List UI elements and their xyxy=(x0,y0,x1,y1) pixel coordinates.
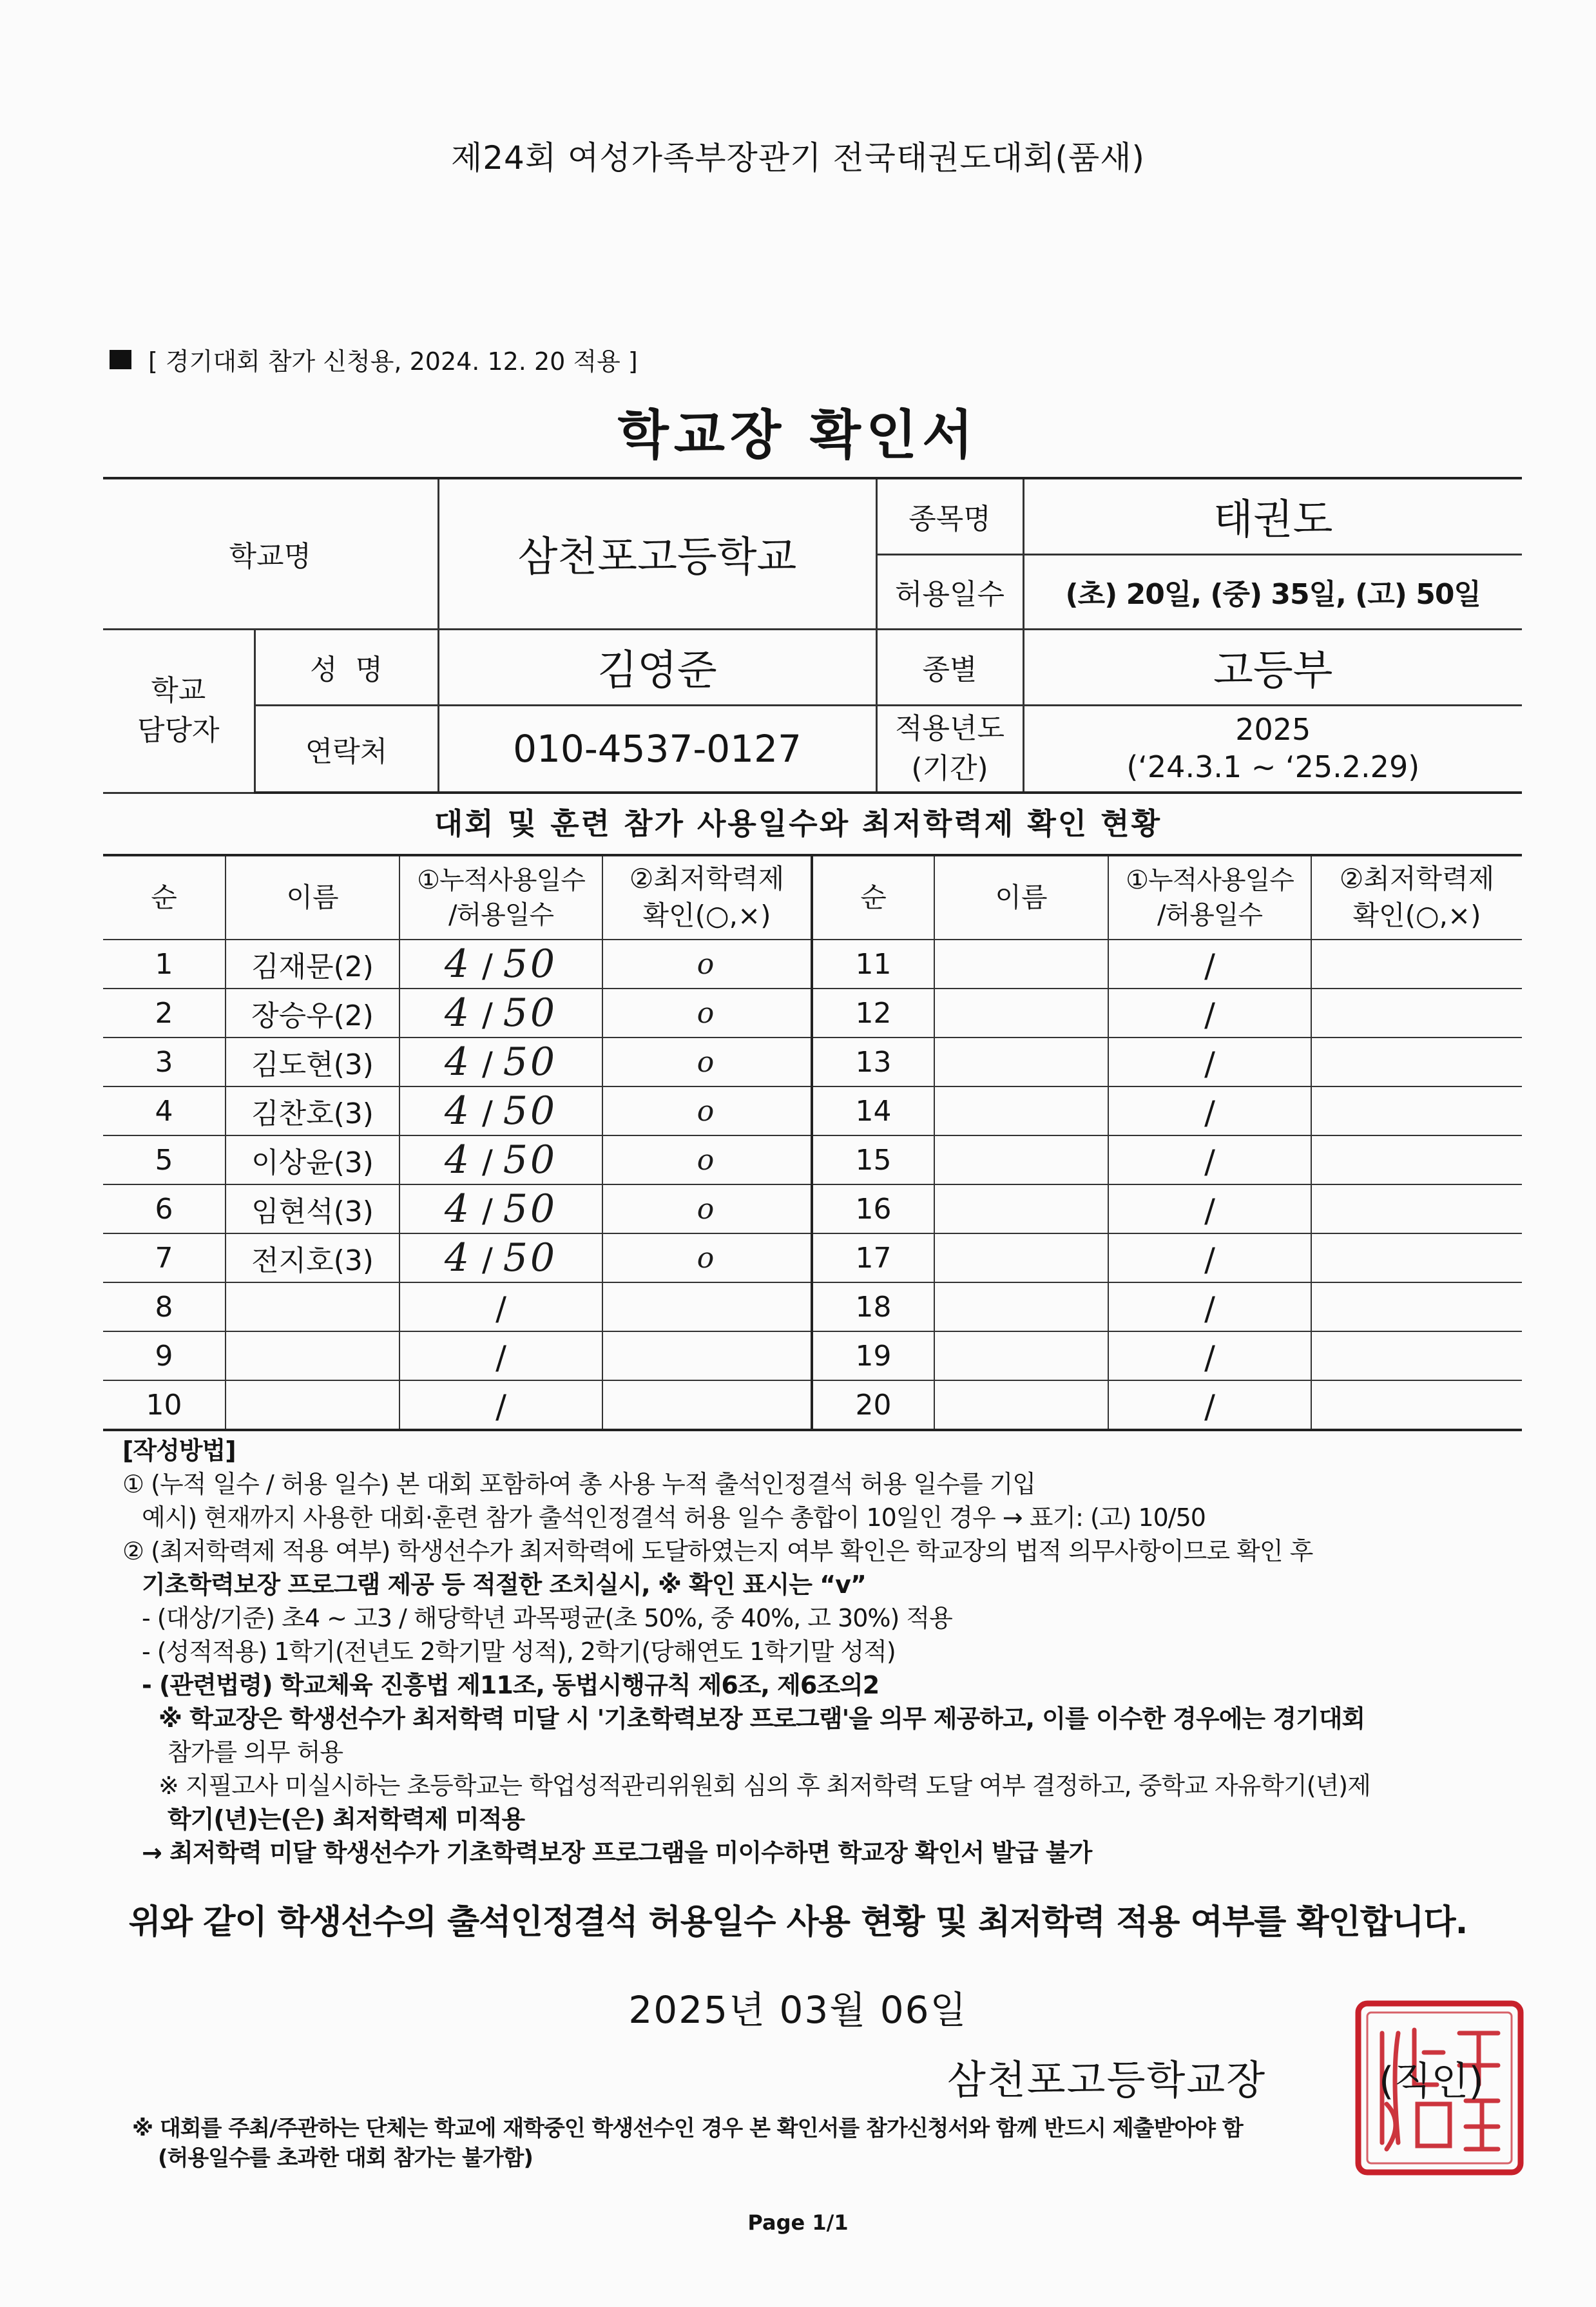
student-name: 이상윤(3) xyxy=(226,1135,399,1184)
used-days: 4 xyxy=(444,941,472,987)
allowed-days-label: 허용일수 xyxy=(876,554,1023,629)
header-confirm: ②최저학력제 확인(○,×) xyxy=(1311,855,1522,940)
page-number: Page 1/1 xyxy=(747,2210,849,2235)
student-name xyxy=(934,989,1108,1038)
school-label: 학교명 xyxy=(103,478,438,629)
header-days: ①누적사용일수 /허용일수 xyxy=(399,855,602,940)
header-no: 순 xyxy=(812,855,934,940)
allowed-days: 50 xyxy=(503,1039,558,1085)
division-label: 종별 xyxy=(876,629,1023,705)
slash-separator: / xyxy=(1204,1290,1215,1327)
student-name xyxy=(934,1331,1108,1380)
student-name: 전지호(3) xyxy=(226,1233,399,1282)
min-academic-mark xyxy=(1311,1135,1522,1184)
slash-separator: / xyxy=(1204,1143,1215,1181)
days-cell xyxy=(399,940,602,989)
days-cell xyxy=(399,1184,602,1233)
slash-separator: / xyxy=(495,1339,506,1376)
row-number: 9 xyxy=(103,1331,226,1380)
allowed-days-value: (초) 20일, (중) 35일, (고) 50일 xyxy=(1023,554,1522,629)
table-row xyxy=(103,1380,1522,1430)
document-title: 학교장 확인서 xyxy=(617,405,979,466)
days-cell xyxy=(1108,989,1311,1038)
slash-separator: / xyxy=(472,1192,503,1230)
min-academic-mark xyxy=(1311,1380,1522,1430)
method-line: 예시) 현재까지 사용한 대회·훈련 참가 출석인정결석 허용 일수 총합이 10일인 경우 → 표기: (고) 10/50 xyxy=(142,1503,1206,1532)
days-cell xyxy=(1108,1331,1311,1380)
min-academic-mark xyxy=(602,1331,812,1380)
event-title: 제24회 여성가족부장관기 전국태권도대회(품새) xyxy=(450,139,1146,177)
slash-separator: / xyxy=(472,1045,503,1083)
row-number: 12 xyxy=(812,989,934,1038)
table-row xyxy=(103,1038,1522,1086)
method-line: ① (누적 일수 / 허용 일수) 본 대회 포함하여 총 사용 누적 출석인정결석 허용 일수를 기입 xyxy=(122,1470,1036,1498)
min-academic-mark xyxy=(1311,1086,1522,1135)
days-cell xyxy=(399,989,602,1038)
seal-label: (직인) xyxy=(1379,2059,1484,2104)
method-line: ② (최저학력제 적용 여부) 학생선수가 최저학력에 도달하였는지 여부 확인은 학교장의 법적 의무사항이므로 확인 후 xyxy=(122,1537,1313,1565)
student-name xyxy=(934,1086,1108,1135)
header-no: 순 xyxy=(103,855,226,940)
min-academic-mark xyxy=(1311,1233,1522,1282)
days-cell xyxy=(399,1380,602,1430)
allowed-days: 50 xyxy=(503,941,558,987)
slash-separator: / xyxy=(472,996,503,1034)
table-row xyxy=(103,1233,1522,1282)
method-line: - (관련법령) 학교체육 진흥법 제11조, 동법시행규칙 제6조, 제6조의2 xyxy=(142,1671,880,1699)
student-name xyxy=(934,940,1108,989)
row-number: 1 xyxy=(103,940,226,989)
days-cell xyxy=(399,1233,602,1282)
header-name: 이름 xyxy=(226,855,399,940)
min-academic-mark: o xyxy=(602,989,812,1038)
used-days: 4 xyxy=(444,1039,472,1085)
allowed-days: 50 xyxy=(503,1186,558,1231)
event-value: 태권도 xyxy=(1023,478,1522,554)
slash-separator: / xyxy=(472,1094,503,1132)
slash-separator: / xyxy=(1204,1339,1215,1376)
year-cell xyxy=(1023,705,1522,793)
student-name xyxy=(226,1282,399,1331)
form-note xyxy=(110,342,638,377)
student-name: 임현석(3) xyxy=(226,1184,399,1233)
slash-separator: / xyxy=(1204,996,1215,1034)
days-cell xyxy=(1108,1135,1311,1184)
method-line: - (대상/기준) 초4 ~ 고3 / 해당학년 과목평균(초 50%, 중 40%, 고 30%) 적용 xyxy=(142,1604,952,1632)
table-row xyxy=(103,1086,1522,1135)
name-label: 성 명 xyxy=(255,629,438,705)
row-number: 15 xyxy=(812,1135,934,1184)
allowed-days: 50 xyxy=(503,1088,558,1134)
header-name: 이름 xyxy=(934,855,1108,940)
year-label: 적용년도 (기간) xyxy=(876,705,1023,793)
allowed-days: 50 xyxy=(503,1137,558,1182)
square-bullet-icon xyxy=(110,350,131,369)
table-row xyxy=(103,1135,1522,1184)
slash-separator: / xyxy=(495,1290,506,1327)
method-line: 참가를 의무 허용 xyxy=(168,1738,343,1766)
confirm-statement: 위와 같이 학생선수의 출석인정결석 허용일수 사용 현황 및 최저학력 적용 여부를 확인합니다. xyxy=(128,1903,1468,1942)
slash-separator: / xyxy=(472,947,503,985)
phone-value: 010-4537-0127 xyxy=(438,705,876,793)
method-line: ※ 학교장은 학생선수가 최저학력 미달 시 '기초학력보장 프로그램'을 의무 제공하고, 이를 이수한 경우에는 경기대회 xyxy=(159,1704,1365,1733)
used-days: 4 xyxy=(444,990,472,1036)
method-line: ※ 지필고사 미실시하는 초등학교는 학업성적관리위원회 심의 후 최저학력 도달 여부 결정하고, 중학교 자유학기(년)제 xyxy=(159,1771,1370,1800)
row-number: 8 xyxy=(103,1282,226,1331)
row-number: 5 xyxy=(103,1135,226,1184)
method-line: 학기(년)는(은) 최저학력제 미적용 xyxy=(168,1805,525,1833)
min-academic-mark: o xyxy=(602,1184,812,1233)
days-cell xyxy=(1108,1086,1311,1135)
student-name: 김재문(2) xyxy=(226,940,399,989)
student-name: 장승우(2) xyxy=(226,989,399,1038)
row-number: 4 xyxy=(103,1086,226,1135)
table-row xyxy=(103,1184,1522,1233)
min-academic-mark: o xyxy=(602,940,812,989)
min-academic-mark xyxy=(1311,1038,1522,1086)
days-cell xyxy=(1108,1380,1311,1430)
division-value: 고등부 xyxy=(1023,629,1522,705)
used-days: 4 xyxy=(444,1186,472,1231)
row-number: 13 xyxy=(812,1038,934,1086)
school-value: 삼천포고등학교 xyxy=(438,478,876,629)
row-number: 20 xyxy=(812,1380,934,1430)
event-label: 종목명 xyxy=(876,478,1023,554)
slash-separator: / xyxy=(495,1388,506,1425)
days-cell xyxy=(399,1135,602,1184)
student-name: 김도현(3) xyxy=(226,1038,399,1086)
slash-separator: / xyxy=(1204,947,1215,985)
year-value: 2025 xyxy=(1235,712,1311,748)
status-title: 대회 및 훈련 참가 사용일수와 최저학력제 확인 현황 xyxy=(434,806,1162,841)
header-days: ①누적사용일수 /허용일수 xyxy=(1108,855,1311,940)
student-name: 김찬호(3) xyxy=(226,1086,399,1135)
student-name xyxy=(934,1038,1108,1086)
row-number: 3 xyxy=(103,1038,226,1086)
method-line: → 최저학력 미달 학생선수가 기초학력보장 프로그램을 미이수하면 학교장 확인서 발급 불가 xyxy=(142,1839,1092,1867)
header-confirm: ②최저학력제 확인(○,×) xyxy=(602,855,812,940)
min-academic-mark xyxy=(602,1380,812,1430)
days-cell xyxy=(1108,1282,1311,1331)
footnote-line: ※ 대회를 주최/주관하는 단체는 학교에 재학중인 학생선수인 경우 본 확인서를 참가신청서와 함께 반드시 제출받아야 함 xyxy=(132,2116,1243,2141)
name-value: 김영준 xyxy=(438,629,876,705)
min-academic-mark xyxy=(1311,1282,1522,1331)
used-days: 4 xyxy=(444,1088,472,1134)
days-cell xyxy=(399,1086,602,1135)
table-row xyxy=(103,989,1522,1038)
min-academic-mark xyxy=(602,1282,812,1331)
student-name xyxy=(934,1380,1108,1430)
status-table xyxy=(103,854,1522,1431)
min-academic-mark xyxy=(1311,1184,1522,1233)
days-cell xyxy=(1108,940,1311,989)
slash-separator: / xyxy=(472,1241,503,1279)
school-info-table xyxy=(103,477,1522,794)
slash-separator: / xyxy=(1204,1192,1215,1230)
row-number: 7 xyxy=(103,1233,226,1282)
table-row xyxy=(103,1282,1522,1331)
student-name xyxy=(226,1380,399,1430)
row-number: 10 xyxy=(103,1380,226,1430)
row-number: 14 xyxy=(812,1086,934,1135)
footnote-line: (허용일수를 초과한 대회 참가는 불가함) xyxy=(158,2145,533,2171)
days-cell xyxy=(1108,1184,1311,1233)
row-number: 18 xyxy=(812,1282,934,1331)
principal-name: 삼천포고등학교장 xyxy=(947,2056,1267,2103)
footnote xyxy=(132,2114,1517,2173)
slash-separator: / xyxy=(1204,1241,1215,1279)
phone-label: 연락처 xyxy=(255,705,438,793)
min-academic-mark xyxy=(1311,1331,1522,1380)
slash-separator: / xyxy=(1204,1388,1215,1425)
days-cell xyxy=(399,1038,602,1086)
row-number: 2 xyxy=(103,989,226,1038)
row-number: 17 xyxy=(812,1233,934,1282)
method-line: 기초학력보장 프로그램 제공 등 적절한 조치실시, ※ 확인 표시는 “v” xyxy=(142,1570,866,1599)
form-note-text: [ 경기대회 참가 신청용, 2024. 12. 20 적용 ] xyxy=(148,347,638,376)
min-academic-mark: o xyxy=(602,1038,812,1086)
writing-method xyxy=(122,1434,1540,1869)
student-name xyxy=(934,1282,1108,1331)
slash-separator: / xyxy=(1204,1094,1215,1132)
allowed-days: 50 xyxy=(503,990,558,1036)
student-name xyxy=(226,1331,399,1380)
days-cell xyxy=(1108,1233,1311,1282)
method-line: - (성적적용) 1학기(전년도 2학기말 성적), 2학기(당해연도 1학기말 성적) xyxy=(142,1637,896,1666)
student-name xyxy=(934,1233,1108,1282)
row-number: 6 xyxy=(103,1184,226,1233)
table-row xyxy=(103,940,1522,989)
slash-separator: / xyxy=(1204,1045,1215,1083)
used-days: 4 xyxy=(444,1137,472,1182)
slash-separator: / xyxy=(472,1143,503,1181)
student-name xyxy=(934,1135,1108,1184)
days-cell xyxy=(399,1282,602,1331)
method-title: [작성방법] xyxy=(122,1436,236,1465)
min-academic-mark xyxy=(1311,989,1522,1038)
contact-person-label: 학교 담당자 xyxy=(103,629,255,793)
min-academic-mark: o xyxy=(602,1135,812,1184)
used-days: 4 xyxy=(444,1235,472,1280)
min-academic-mark: o xyxy=(602,1233,812,1282)
allowed-days: 50 xyxy=(503,1235,558,1280)
row-number: 11 xyxy=(812,940,934,989)
issue-date: 2025년 03월 06일 xyxy=(628,1988,968,2032)
period-value: (‘24.3.1 ~ ‘25.2.29) xyxy=(1126,749,1420,784)
table-row xyxy=(103,1331,1522,1380)
days-cell xyxy=(399,1331,602,1380)
row-number: 19 xyxy=(812,1331,934,1380)
days-cell xyxy=(1108,1038,1311,1086)
min-academic-mark: o xyxy=(602,1086,812,1135)
min-academic-mark xyxy=(1311,940,1522,989)
student-name xyxy=(934,1184,1108,1233)
row-number: 16 xyxy=(812,1184,934,1233)
